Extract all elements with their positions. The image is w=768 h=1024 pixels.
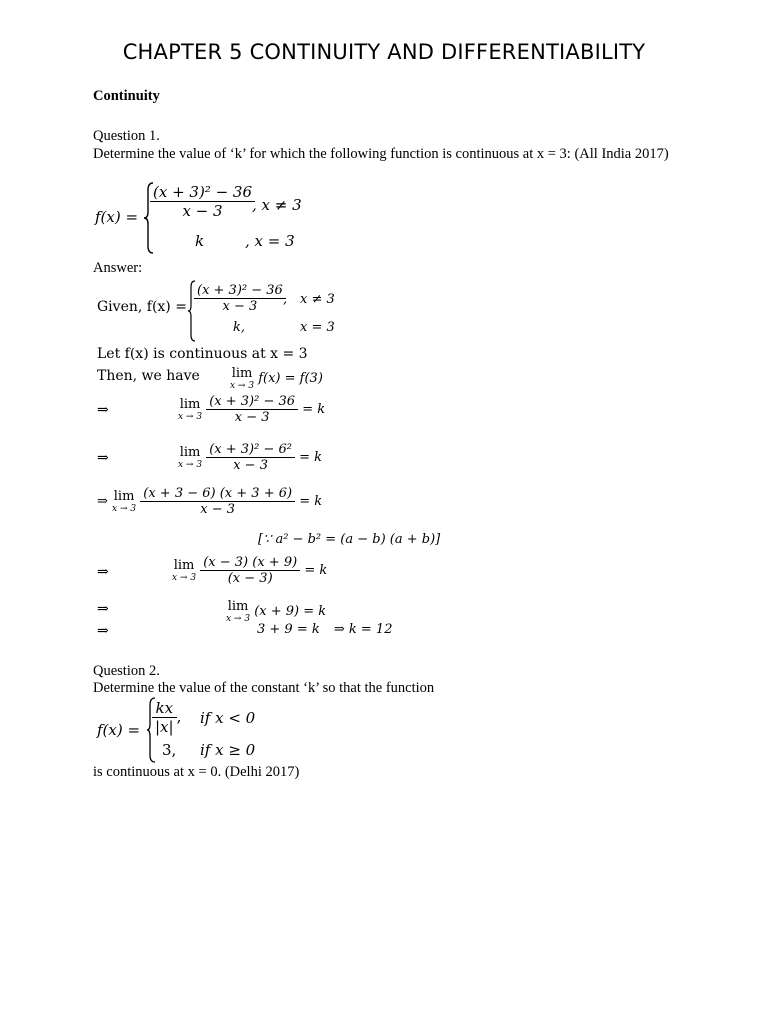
page-title: CHAPTER 5 CONTINUITY AND DIFFERENTIABILITY [122, 40, 646, 64]
lim-subscript: x → 3 [226, 614, 251, 624]
given-case-2: k, [233, 320, 246, 335]
given-label: Given, f(x) = [97, 299, 187, 315]
lim-label: lim [227, 599, 249, 614]
lim-label: lim [113, 489, 135, 504]
step-3-denominator: x − 3 [200, 502, 236, 517]
question-2-tail: is continuous at x = 0. (Delhi 2017) [93, 764, 300, 780]
implies-arrow: ⇒ [97, 494, 108, 509]
lim-subscript: x → 3 [178, 460, 203, 470]
implies-arrow: ⇒ [97, 564, 109, 580]
q1-func-numerator: (x + 3)² − 36 [150, 183, 255, 202]
implies-arrow: ⇒ [97, 601, 109, 617]
lim-label: lim [179, 397, 201, 412]
lim-subscript: x → 3 [230, 381, 255, 391]
q2-func-condition-1: if x < 0 [200, 709, 256, 727]
q2-func-denominator: |x| [155, 718, 174, 736]
step-4-denominator: (x − 3) [227, 571, 273, 586]
q2-func-numerator: kx [152, 699, 177, 718]
step-1-denominator: x − 3 [234, 410, 270, 425]
section-heading: Continuity [93, 88, 160, 104]
difference-of-squares-identity: [∵ a² − b² = (a − b) (a + b)] [258, 532, 441, 547]
question-1-label: Question 1. [93, 128, 160, 144]
implies-arrow: ⇒ [97, 402, 109, 418]
equals-k: = k [299, 450, 323, 465]
question-2-label: Question 2. [93, 663, 160, 679]
q1-func-case-2: k [195, 232, 205, 250]
equals-k: = k [302, 402, 326, 417]
question-1-text: Determine the value of ‘k’ for which the following function is continuous at x = 3: (All India 2017) [93, 146, 669, 162]
q1-func-lhs: f(x) = [95, 208, 139, 226]
lim-subscript: x → 3 [178, 412, 203, 422]
given-numerator: (x + 3)² − 36 [194, 283, 286, 299]
lim-label: lim [179, 445, 201, 460]
lim-label: lim [231, 366, 253, 381]
step-6-expression: 3 + 9 = k [257, 622, 320, 637]
then-statement: Then, we have [97, 368, 200, 384]
q2-func-condition-2: if x ≥ 0 [200, 741, 256, 759]
implies-arrow: ⇒ [97, 450, 109, 466]
given-condition-2: x = 3 [300, 320, 335, 335]
step-2-numerator: (x + 3)² − 6² [206, 442, 295, 458]
then-equation: f(x) = f(3) [258, 371, 323, 386]
given-denominator: x − 3 [222, 299, 258, 314]
q1-func-condition-1: , x ≠ 3 [252, 196, 302, 214]
step-1-numerator: (x + 3)² − 36 [206, 394, 298, 410]
lim-subscript: x → 3 [112, 504, 137, 514]
step-3-numerator: (x + 3 − 6) (x + 3 + 6) [140, 486, 295, 502]
lim-subscript: x → 3 [172, 573, 197, 583]
q2-func-case-2: 3, [162, 741, 177, 759]
given-condition-1: x ≠ 3 [300, 292, 335, 307]
answer-label: Answer: [93, 260, 143, 276]
q1-func-denominator: x − 3 [182, 202, 223, 220]
let-statement: Let f(x) is continuous at x = 3 [97, 346, 308, 362]
step-2-denominator: x − 3 [233, 458, 268, 473]
q2-func-lhs: f(x) = [97, 721, 141, 739]
step-4-numerator: (x − 3) (x + 9) [200, 555, 300, 571]
equals-k: = k [304, 563, 328, 578]
implies-arrow: ⇒ [97, 623, 109, 639]
question-2-text: Determine the value of the constant ‘k’ so that the function [93, 680, 435, 696]
lim-label: lim [173, 558, 195, 573]
equals-k: = k [299, 494, 323, 509]
step-5-expression: (x + 9) = k [254, 604, 327, 619]
q1-func-condition-2: , x = 3 [245, 232, 295, 250]
final-result: ⇒ k = 12 [333, 622, 393, 637]
